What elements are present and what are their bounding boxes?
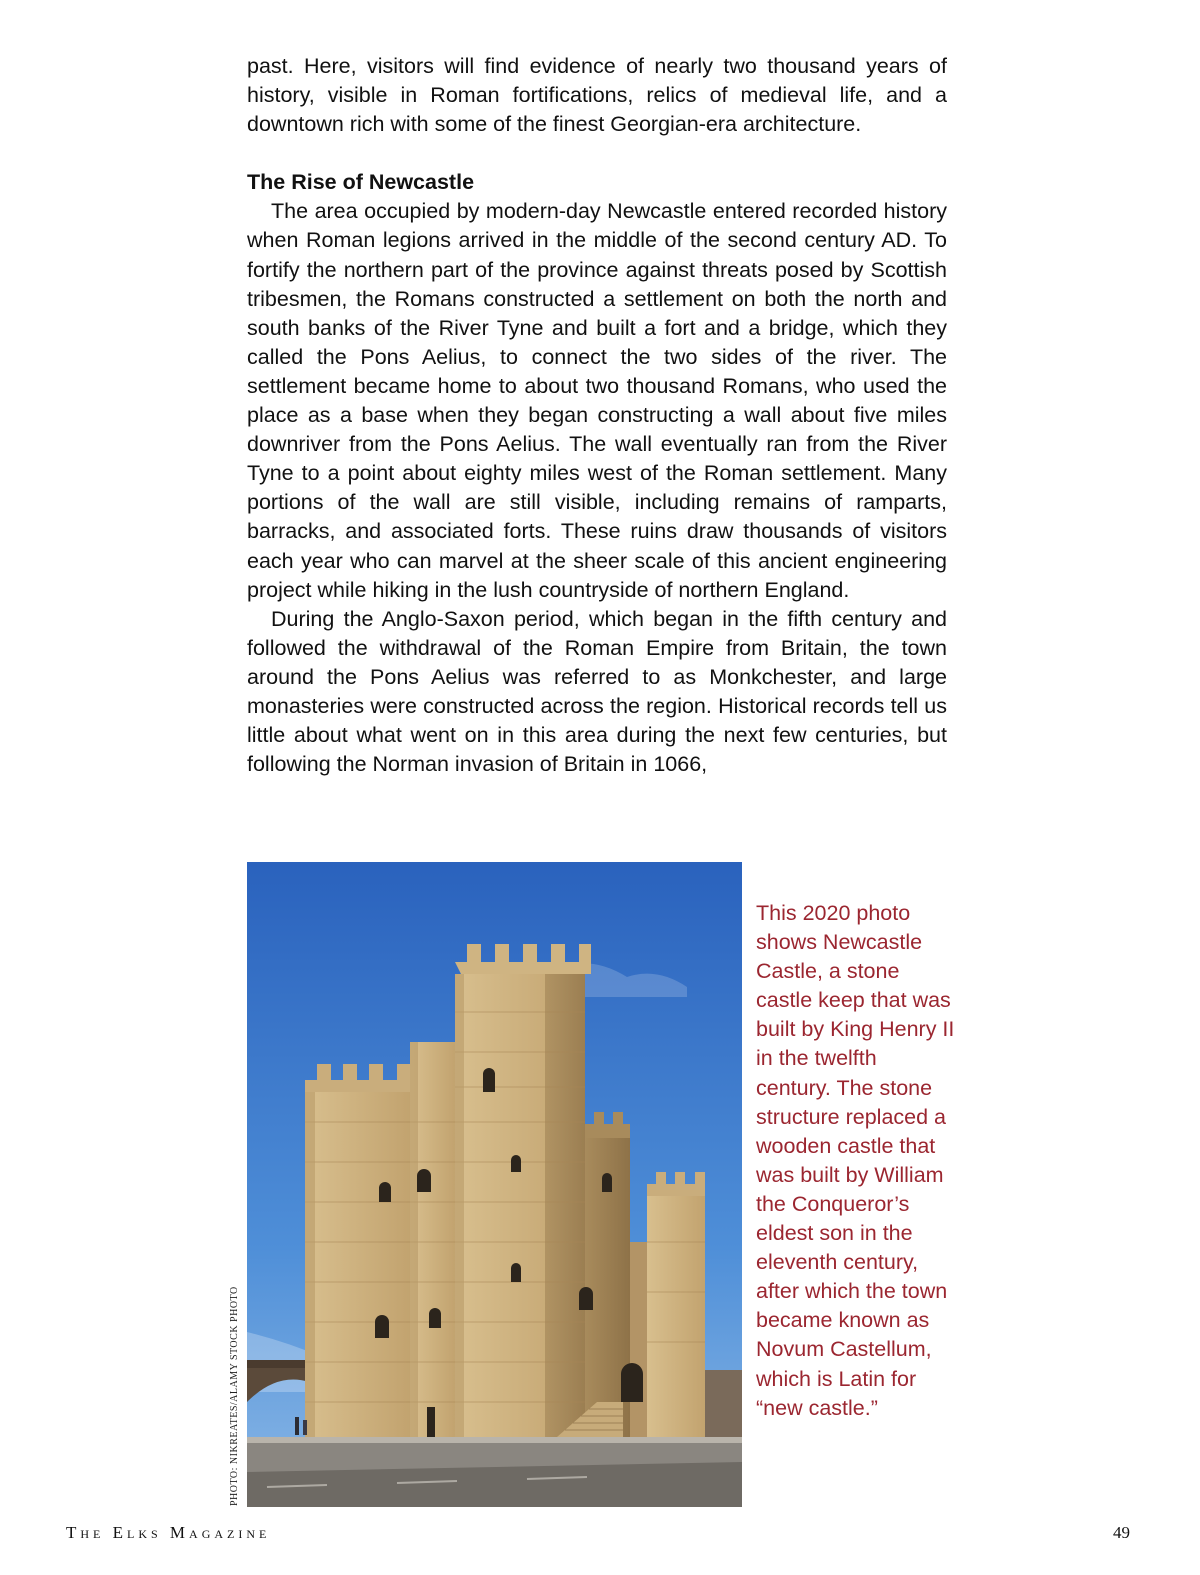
article-paragraph: The area occupied by modern-day Newcastle entered recorded history when Roman legions arrived in the middle of the second century AD. To fortify the northern part of the province against threats posed by Scottish tribesmen, the Romans constructed a settlement on both the north and south banks of the River Tyne and built a fort and a bridge, which they called the Pons Aelius, to connect the two sides of the river. The settlement became home to about two thousand Romans, who used the place as a base when they began constructing a wall about five miles downriver from the Pons Aelius. The wall eventually ran from the River Tyne to a point about eighty miles west of the Roman settlement. Many portions of the wall are still visible, including remains of ramparts, barracks, and associated forts. These ruins draw thousands of visitors each year who can marvel at the sheer scale of this ancient engineering project while hiking in the lush countryside of northern England.	[247, 199, 947, 602]
section-heading: The Rise of Newcastle	[247, 170, 475, 195]
magazine-title: The Elks Magazine	[66, 1523, 271, 1542]
page-number: 49	[1113, 1523, 1130, 1542]
article-body	[247, 52, 947, 779]
photo-caption: This 2020 photo shows Newcastle Castle, a stone castle keep that was built by King Henry II in the twelfth century. The stone structure replaced a wooden castle that was built by William the Conqueror’s eldest son in the eleventh century, after which the town became known as Novum Castellum, which is Latin for “new castle.”	[756, 901, 955, 1420]
castle-photo	[247, 862, 742, 1507]
article-paragraph: During the Anglo-Saxon period, which began in the fifth century and followed the withdrawal of the Roman Empire from Britain, the town around the Pons Aelius was referred to as Monkchester, and large monasteries were constructed across the region. Historical records tell us little about what went on in this area during the next few centuries, but following the Norman invasion of Britain in 1066,	[247, 606, 947, 777]
article-paragraph: past. Here, visitors will find evidence of nearly two thousand years of history, visible in Roman fortifications, relics of medieval life, and a downtown rich with some of the finest Georgian-era architecture.	[247, 54, 947, 137]
photo-credit: PHOTO: NIKREATES/ALAMY STOCK PHOTO	[229, 1286, 240, 1506]
